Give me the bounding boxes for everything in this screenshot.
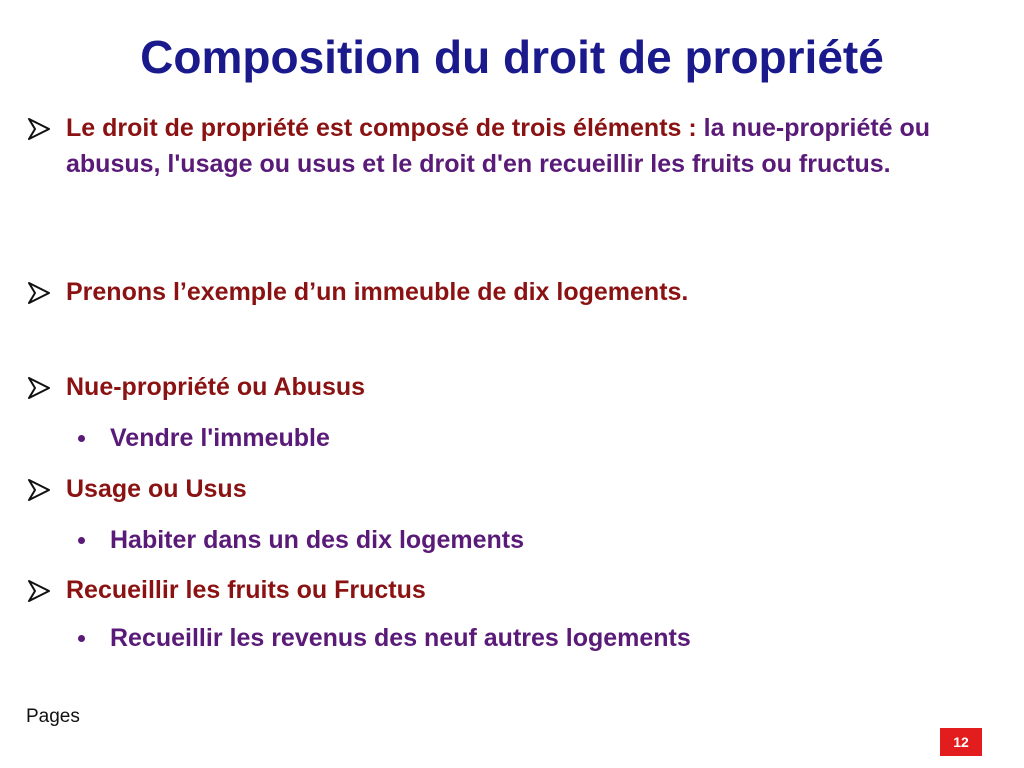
arrow-bullet-icon: [26, 116, 52, 142]
page-number-badge: 12: [940, 728, 982, 756]
bullet-fructus: Recueillir les fruits ou Fructus: [66, 576, 426, 604]
arrow-bullet-icon: [26, 280, 52, 306]
bullet-abusus: Nue-propriété ou Abusus: [66, 373, 366, 401]
bullet-composition-detail: la nue-propriété ou abusus, l'usage ou usus et le droit d'en recueillir les fruits ou fructus.: [66, 114, 931, 178]
footer-pages-label: Pages: [26, 706, 80, 727]
dot-bullet-icon: [78, 537, 85, 544]
subbullet-revenus: Recueillir les revenus des neuf autres logements: [110, 624, 691, 652]
bullet-composition: [66, 110, 966, 182]
dot-bullet-icon: [78, 435, 85, 442]
bullet-example: Prenons l’exemple d’un immeuble de dix logements.: [66, 278, 689, 306]
bullet-composition-lead: Le droit de propriété est composé de trois éléments :: [66, 114, 704, 142]
subbullet-habiter: Habiter dans un des dix logements: [110, 526, 524, 554]
arrow-bullet-icon: [26, 375, 52, 401]
arrow-bullet-icon: [26, 477, 52, 503]
dot-bullet-icon: [78, 635, 85, 642]
bullet-usus: Usage ou Usus: [66, 475, 247, 503]
slide-title: Composition du droit de propriété: [140, 31, 884, 83]
arrow-bullet-icon: [26, 578, 52, 604]
subbullet-vendre: Vendre l'immeuble: [110, 424, 330, 452]
